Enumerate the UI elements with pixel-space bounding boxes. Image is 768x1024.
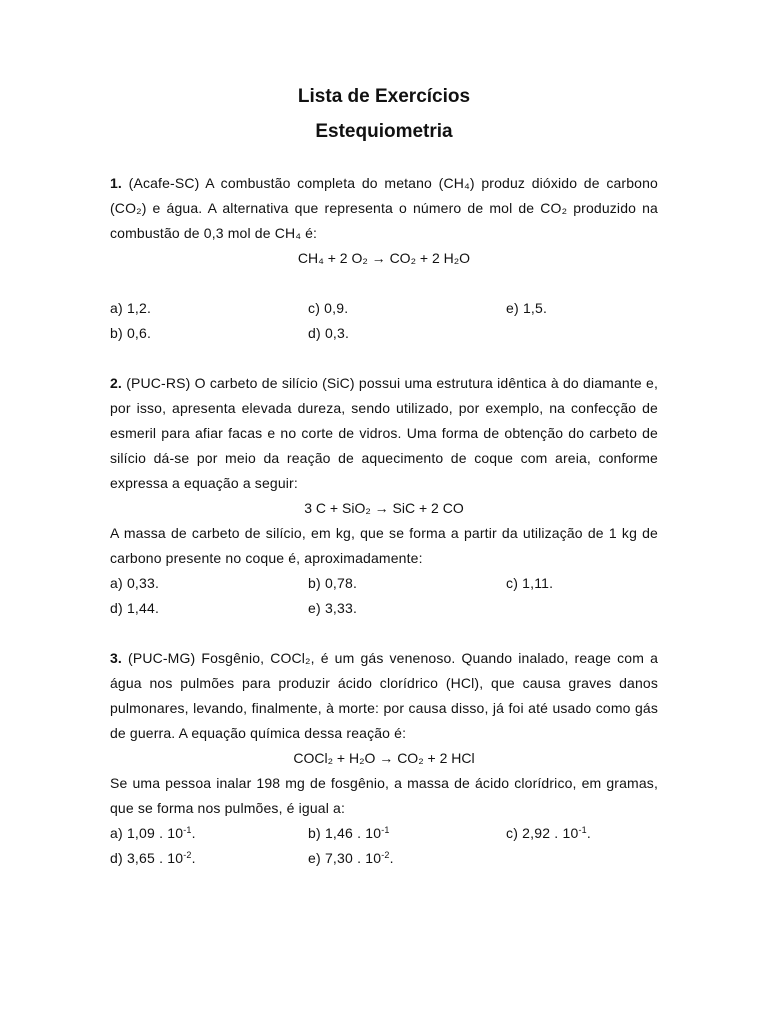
question-body: (PUC-RS) O carbeto de silício (SiC) possui uma estrutura idêntica à do diamante e, por isso, apresenta elevada dureza, sendo utilizado, por exemplo, na confecção de esmeril para afiar facas e no corte de vidros. Uma forma de obtenção do carbeto de silício dá-se por meio da reação de aquecimento de coque com areia, conforme expressa a equação a seguir: <box>110 375 658 491</box>
option-exponent: -2 <box>183 850 192 860</box>
option-end: . <box>586 825 591 841</box>
option-exponent: -1 <box>578 825 587 835</box>
option-a[interactable]: a) 1,2. <box>110 300 152 316</box>
option-d[interactable]: d) 1,44. <box>110 600 160 616</box>
option-exponent: -2 <box>381 850 390 860</box>
option-exponent: -1 <box>183 825 192 835</box>
option-d[interactable]: d) 0,3. <box>308 325 350 341</box>
option-label: a) 1,09 . 10 <box>110 825 184 841</box>
option-b[interactable]: b) 0,6. <box>110 325 152 341</box>
option-label: c) 2,92 . 10 <box>506 825 579 841</box>
option-e[interactable] <box>308 846 506 871</box>
option-label: d) 3,65 . 10 <box>110 850 184 866</box>
option-e[interactable]: e) 3,33. <box>308 600 358 616</box>
question-3-equation: COCl₂ + H₂O → CO₂ + 2 HCl <box>293 750 475 766</box>
option-exponent: -1 <box>381 825 390 835</box>
option-b[interactable] <box>308 821 506 846</box>
option-a[interactable] <box>110 821 308 846</box>
option-a[interactable]: a) 0,33. <box>110 575 160 591</box>
question-number: 3. <box>110 650 122 666</box>
option-c[interactable]: c) 0,9. <box>308 300 349 316</box>
question-3-prompt: Se uma pessoa inalar 198 mg de fosgênio, a massa de ácido clorídrico, em gramas, que se forma nos pulmões, é igual a: <box>110 775 658 816</box>
document-title: Lista de Exercícios <box>297 86 471 107</box>
question-1-options <box>110 296 658 346</box>
question-2 <box>110 371 658 496</box>
question-number: 1. <box>110 175 122 191</box>
question-1-equation: CH₄ + 2 O₂ → CO₂ + 2 H₂O <box>297 250 471 266</box>
option-label: e) 7,30 . 10 <box>308 850 382 866</box>
question-number: 2. <box>110 375 122 391</box>
question-1 <box>110 171 658 246</box>
option-end: . <box>389 850 394 866</box>
question-2-options <box>110 571 658 621</box>
option-b[interactable]: b) 0,78. <box>308 575 358 591</box>
option-label: b) 1,46 . 10 <box>308 825 382 841</box>
document-subtitle: Estequiometria <box>315 121 453 142</box>
question-2-equation: 3 C + SiO₂ → SiC + 2 CO <box>304 500 464 516</box>
option-c[interactable] <box>506 821 658 846</box>
question-body: (PUC-MG) Fosgênio, COCl₂, é um gás venenoso. Quando inalado, reage com a água nos pulmões para produzir ácido clorídrico (HCl), que causa graves danos pulmonares, levando, finalmente, à morte: por causa disso, já foi até usado como gás de guerra. A equação química dessa reação é: <box>110 650 658 741</box>
option-end: . <box>191 825 196 841</box>
option-c[interactable]: c) 1,11. <box>506 575 554 591</box>
question-2-prompt: A massa de carbeto de silício, em kg, que se forma a partir da utilização de 1 kg de carbono presente no coque é, aproximadamente: <box>110 525 658 566</box>
question-3-options <box>110 821 658 871</box>
document-page <box>110 85 658 871</box>
option-end: . <box>191 850 196 866</box>
option-e[interactable]: e) 1,5. <box>506 300 548 316</box>
question-body: (Acafe-SC) A combustão completa do metano (CH₄) produz dióxido de carbono (CO₂) e água. A alternativa que representa o número de mol de CO₂ produzido na combustão de 0,3 mol de CH₄ é: <box>110 175 658 241</box>
option-d[interactable] <box>110 846 308 871</box>
question-3 <box>110 646 658 746</box>
